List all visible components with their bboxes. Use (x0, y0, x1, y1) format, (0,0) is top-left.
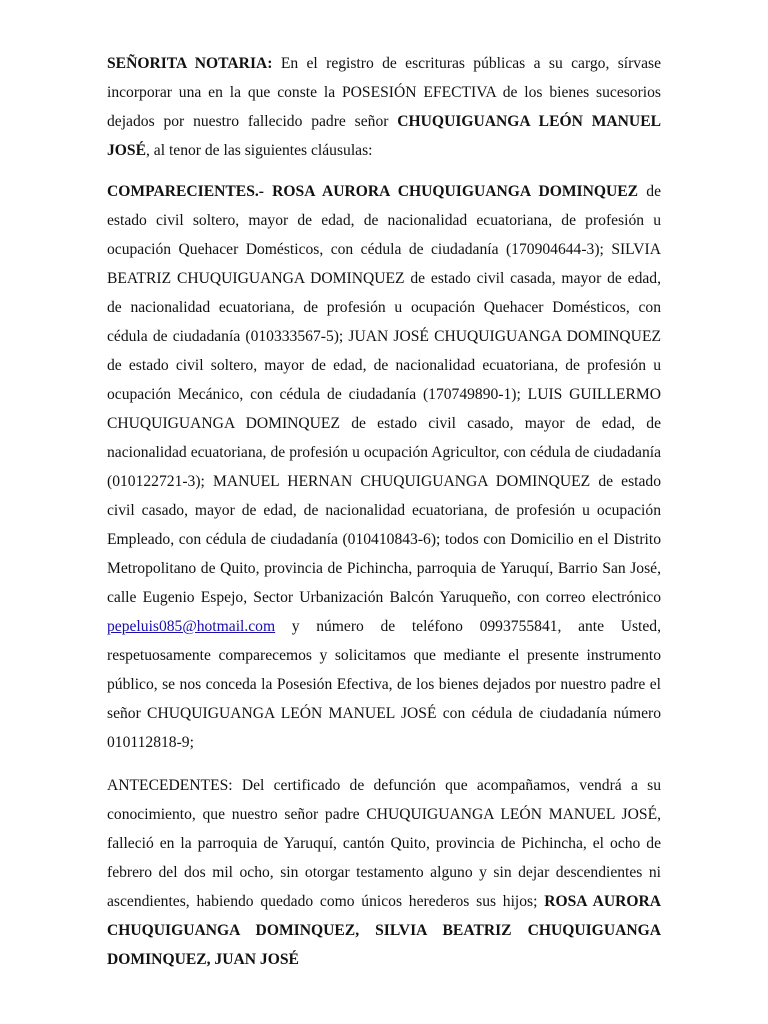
paragraph-antecedentes (107, 771, 661, 974)
intro-text: En el registro de escrituras públicas a su cargo, sírvase incorporar una en la que conste la POSESIÓN EFECTIVA de los bienes sucesorios dejados por nuestro fallecido padre señor (107, 55, 662, 130)
deceased-name: CHUQUIGUANGA LEÓN MANUEL JOSÉ (107, 113, 661, 159)
paragraph-intro (107, 49, 661, 165)
salutation: SEÑORITA NOTARIA: (107, 55, 273, 72)
comparecientes-tail: y número de teléfono 0993755841, ante Usted, respetuosamente comparecemos y solicitamos que mediante el presente instrumento público, se nos conceda la Posesión Efectiva, de los bienes dejados por nuestro padre el señor CHUQUIGUANGA LEÓN MANUEL JOSÉ con cédula de ciudadanía número 010112818-9; (107, 618, 661, 751)
email-link[interactable]: pepeluis085@hotmail.com (107, 618, 276, 635)
paragraph-comparecientes (107, 177, 661, 757)
intro-tail: , al tenor de las siguientes cláusulas: (146, 142, 373, 159)
comparecientes-heading: COMPARECIENTES.- ROSA AURORA CHUQUIGUANGA DOMINQUEZ (107, 183, 639, 200)
antecedentes-text: ANTECEDENTES: Del certificado de defunción que acompañamos, vendrá a su conocimiento, que nuestro señor padre CHUQUIGUANGA LEÓN MANUEL JOSÉ, falleció en la parroquia de Yaruquí, cantón Quito, provincia de Pichincha, el ocho de febrero del dos mil ocho, sin otorgar testamento alguno y sin dejar descendientes ni ascendientes, habiendo quedado como únicos herederos sus hijos; (107, 777, 661, 910)
heirs-names: ROSA AURORA CHUQUIGUANGA DOMINQUEZ, SILVIA BEATRIZ CHUQUIGUANGA DOMINQUEZ, JUAN JOSÉ (107, 893, 662, 968)
comparecientes-text: de estado civil soltero, mayor de edad, de nacionalidad ecuatoriana, de profesión u ocupación Quehacer Domésticos, con cédula de ciudadanía (170904644-3); SILVIA BEATRIZ CHUQUIGUANGA DOMINQUEZ de estado civil casada, mayor de edad, de nacionalidad ecuatoriana, de profesión u ocupación Quehacer Domésticos, con cédula de ciudadanía (010333567-5); JUAN JOSÉ CHUQUIGUANGA DOMINQUEZ de estado civil soltero, mayor de edad, de nacionalidad ecuatoriana, de profesión u ocupación Mecánico, con cédula de ciudadanía (170749890-1); LUIS GUILLERMO CHUQUIGUANGA DOMINQUEZ de estado civil casado, mayor de edad, de nacionalidad ecuatoriana, de profesión u ocupación Agricultor, con cédula de ciudadanía (010122721-3); MANUEL HERNAN CHUQUIGUANGA DOMINQUEZ de estado civil casado, mayor de edad, de nacionalidad ecuatoriana, de profesión u ocupación Empleado, con cédula de ciudadanía (010410843-6); todos con Domicilio en el Distrito Metropolitano de Quito, provincia de Pichincha, parroquia de Yaruquí, Barrio San José, calle Eugenio Espejo, Sector Urbanización Balcón Yaruqueño, con correo electrónico (107, 183, 661, 606)
